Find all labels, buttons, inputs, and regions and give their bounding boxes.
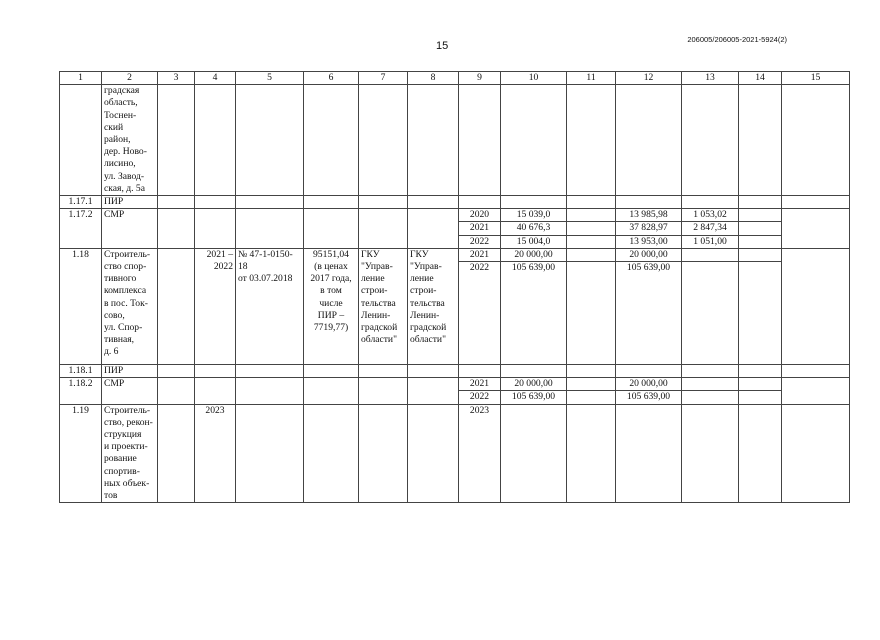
column-number-row <box>60 72 850 85</box>
row-number: 1.18 <box>60 248 102 364</box>
amount-cell: 37 828,97 <box>616 222 682 235</box>
column-number: 8 <box>408 72 459 85</box>
object-name: Строитель- ство спор- тивного комплекса в пос. Ток- сово, ул. Спор- тивная, д. 6 <box>102 248 158 364</box>
column-number: 11 <box>567 72 616 85</box>
table-row <box>60 404 850 503</box>
year-cell: 2021 <box>459 248 501 261</box>
row-number: 1.18.1 <box>60 365 102 378</box>
row-number: 1.18.2 <box>60 378 102 404</box>
column-number: 5 <box>236 72 304 85</box>
amount-cell: 13 985,98 <box>616 209 682 222</box>
table-row <box>60 248 850 261</box>
amount-cell: 105 639,00 <box>501 262 567 365</box>
period-cell: 2021 – 2022 <box>195 248 236 364</box>
table-row <box>60 196 850 209</box>
amount-cell: 1 053,02 <box>682 209 739 222</box>
row-number: 1.17.2 <box>60 209 102 249</box>
column-number: 7 <box>359 72 408 85</box>
column-number: 9 <box>459 72 501 85</box>
customer-cell: ГКУ "Управ- ление строи- тельства Ленин- градской области" <box>359 248 408 364</box>
column-number: 10 <box>501 72 567 85</box>
row-number: 1.17.1 <box>60 196 102 209</box>
document-id: 206005/206005-2021-5924(2) <box>687 35 787 44</box>
amount-cell: 20 000,00 <box>501 248 567 261</box>
table-row <box>60 85 850 196</box>
cost-cell: 95151,04 (в ценах 2017 года, в том числе ПИР – 7719,77) <box>304 248 359 364</box>
table-row <box>60 365 850 378</box>
column-number: 1 <box>60 72 102 85</box>
object-name: Строитель- ство, рекон- струкция и проекти- рование спортив- ных объек- тов <box>102 404 158 503</box>
amount-cell: 2 847,34 <box>682 222 739 235</box>
amount-cell: 20 000,00 <box>616 248 682 261</box>
year-cell: 2022 <box>459 391 501 404</box>
amount-cell: 105 639,00 <box>616 391 682 404</box>
object-name: ПИР <box>102 365 158 378</box>
object-name: СМР <box>102 209 158 249</box>
year-cell: 2023 <box>459 404 501 503</box>
amount-cell: 15 004,0 <box>501 235 567 248</box>
object-name: градская область, Тоснен- ский район, дер. Ново- лисино, ул. Завод- ская, д. 5а <box>102 85 158 196</box>
column-number: 6 <box>304 72 359 85</box>
year-cell: 2020 <box>459 209 501 222</box>
data-table <box>59 71 850 503</box>
developer-cell: ГКУ "Управ- ление строи- тельства Ленин- градской области" <box>408 248 459 364</box>
object-name: СМР <box>102 378 158 404</box>
amount-cell: 20 000,00 <box>616 378 682 391</box>
amount-cell: 105 639,00 <box>501 391 567 404</box>
object-name: ПИР <box>102 196 158 209</box>
column-number: 14 <box>739 72 782 85</box>
column-number: 2 <box>102 72 158 85</box>
year-cell: 2021 <box>459 378 501 391</box>
amount-cell: 13 953,00 <box>616 235 682 248</box>
column-number: 3 <box>158 72 195 85</box>
year-cell: 2021 <box>459 222 501 235</box>
column-number: 4 <box>195 72 236 85</box>
column-number: 12 <box>616 72 682 85</box>
row-number: 1.19 <box>60 404 102 503</box>
amount-cell: 105 639,00 <box>616 262 682 365</box>
period-cell: 2023 <box>195 404 236 503</box>
amount-cell: 15 039,0 <box>501 209 567 222</box>
year-cell: 2022 <box>459 262 501 365</box>
year-cell: 2022 <box>459 235 501 248</box>
column-number: 15 <box>782 72 850 85</box>
amount-cell: 20 000,00 <box>501 378 567 391</box>
table-row <box>60 378 850 391</box>
page-number: 15 <box>436 40 449 52</box>
amount-cell: 1 051,00 <box>682 235 739 248</box>
table-row <box>60 209 850 222</box>
column-number: 13 <box>682 72 739 85</box>
project-doc-cell: № 47-1-0150- 18 от 03.07.2018 <box>236 248 304 364</box>
amount-cell: 40 676,3 <box>501 222 567 235</box>
